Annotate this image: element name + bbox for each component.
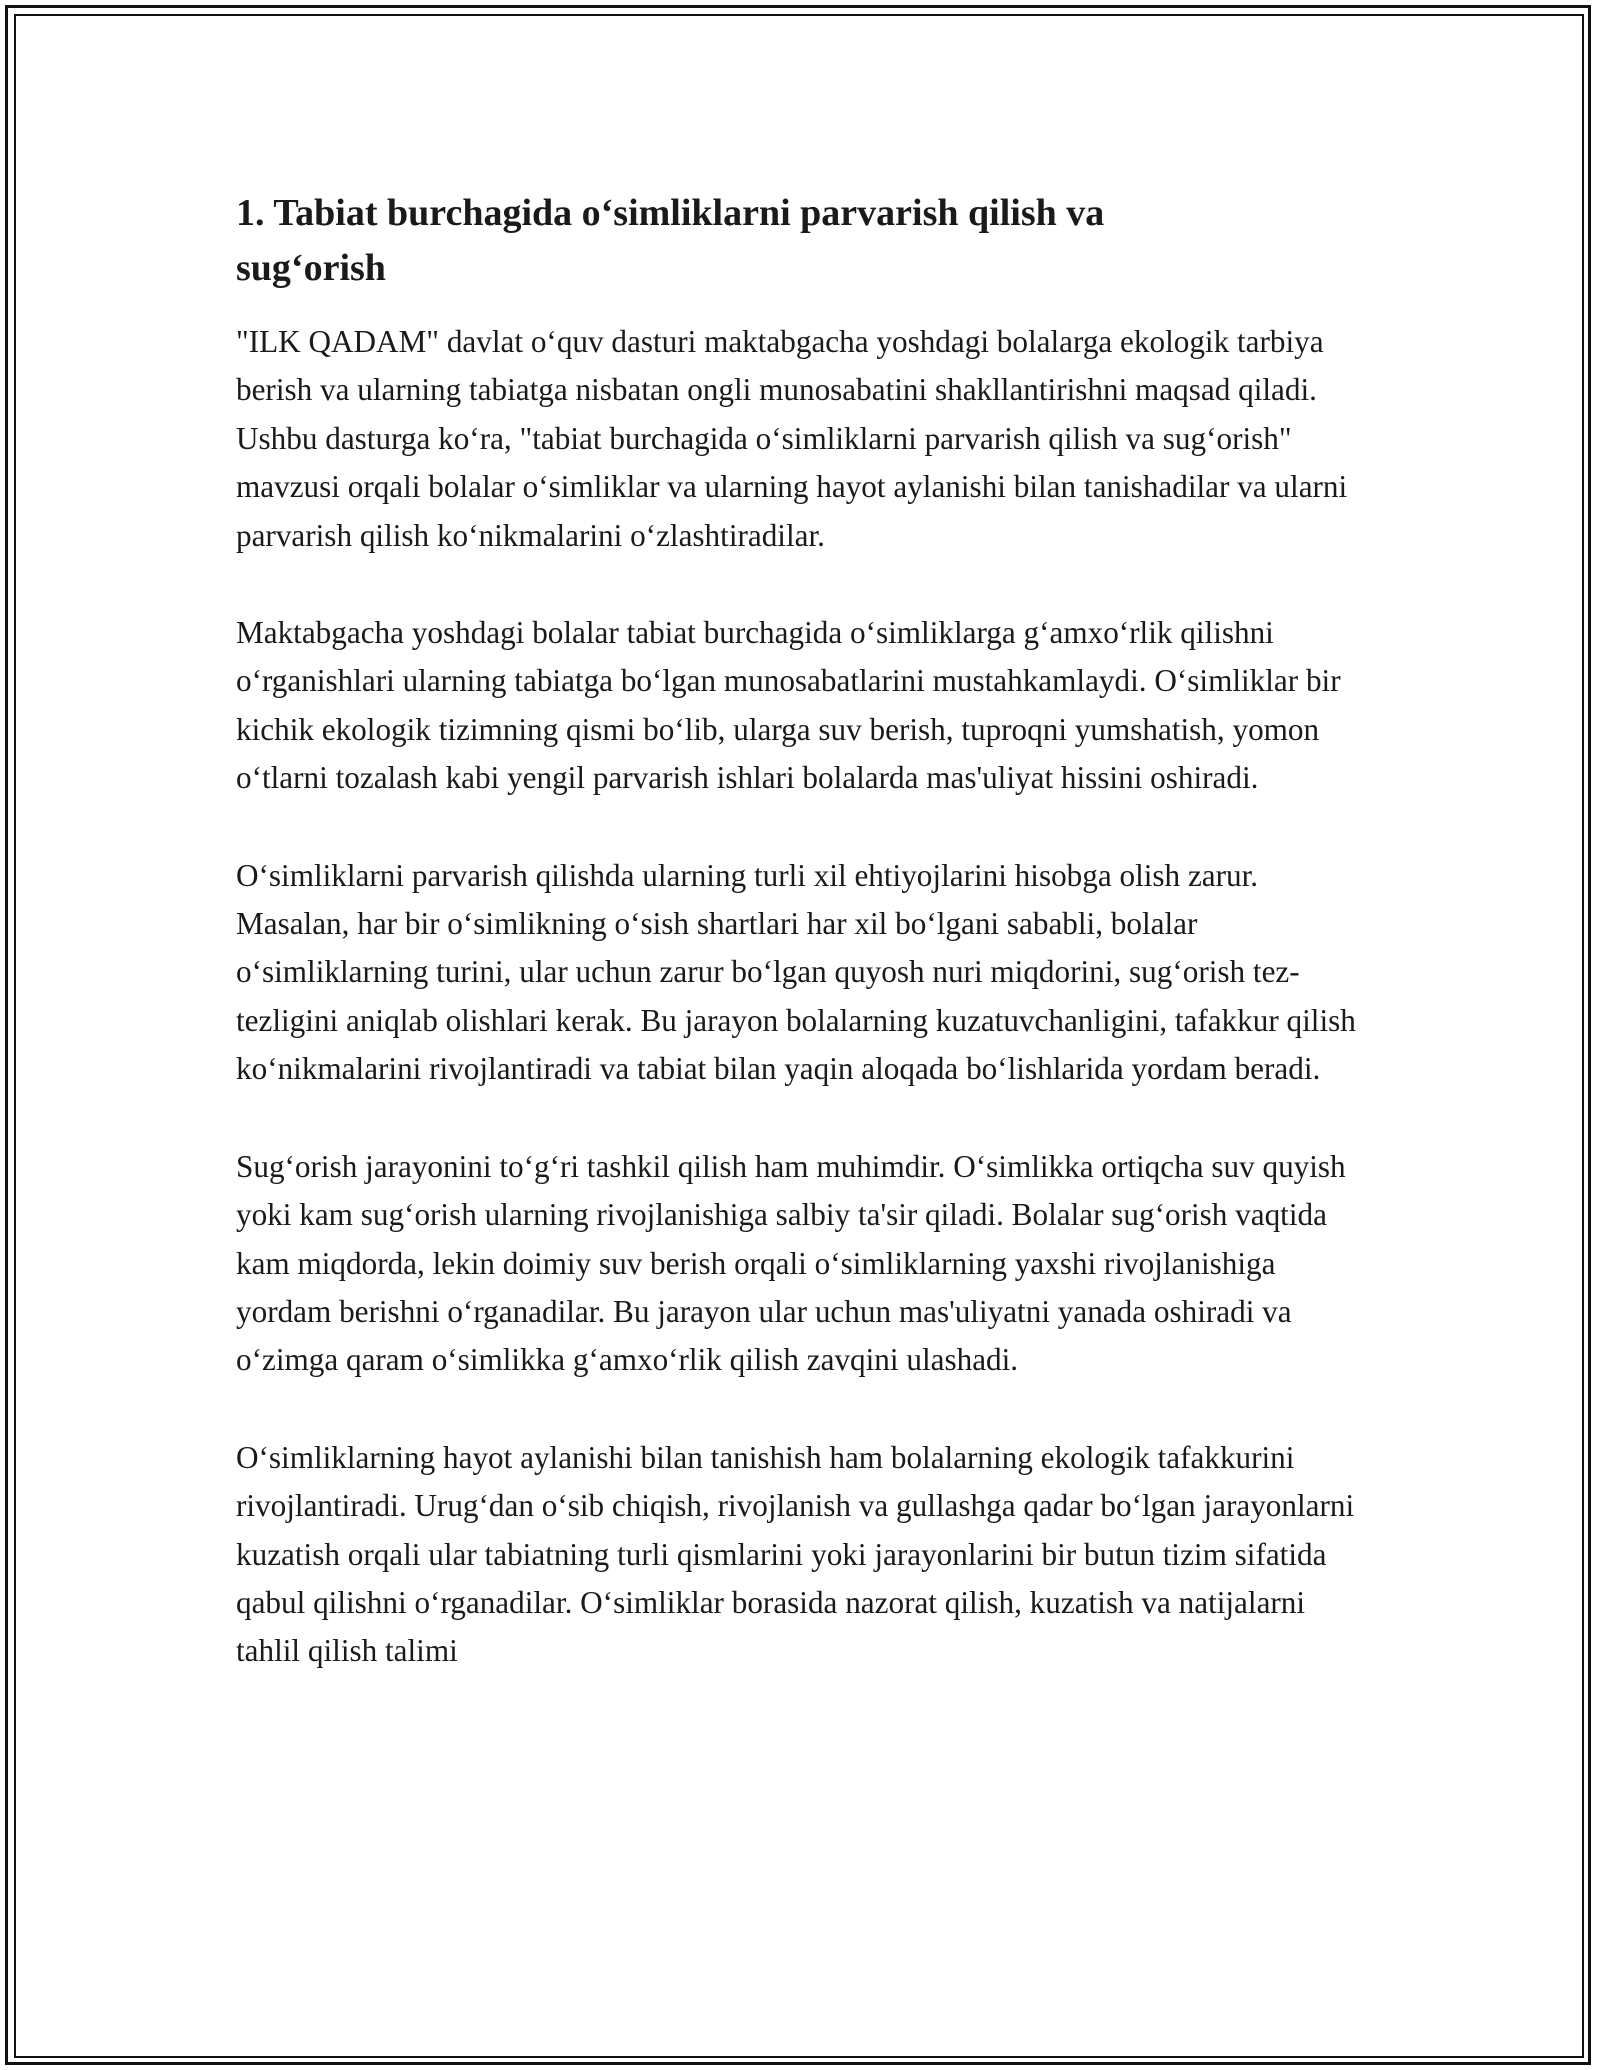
paragraph-1: "ILK QADAM" davlat o‘quv dasturi maktabgacha yoshdagi bolalarga ekologik tarbiya berish va ularning tabiatga nisbatan ongli munosabatini shakllantirishni maqsad qiladi. Ushbu dasturga ko‘ra, "tabiat burchagida o‘simliklarni parvarish qilish va sug‘orish" mavzusi orqali bolalar o‘simliklar va ularning hayot aylanishi bilan tanishadilar va ularni parvarish qilish ko‘nikmalarini o‘zlashtiradilar.	[236, 324, 1348, 553]
paragraph-5: O‘simliklarning hayot aylanishi bilan tanishish ham bolalarning ekologik tafakkurini rivojlantiradi. Urug‘dan o‘sib chiqish, rivojlanish va gullashga qadar bo‘lgan jarayonlarni kuzatish orqali ular tabiatning turli qismlarini yoki jarayonlarini bir butun tizim sifatida qabul qilishni o‘rganadilar. O‘simliklar borasida nazorat qilish, kuzatish va natijalarni tahlil qilish talimi	[236, 1439, 1355, 1669]
document-body	[236, 186, 1366, 1725]
paragraph-3: O‘simliklarni parvarish qilishda ularning turli xil ehtiyojlarini hisobga olish zarur. Masalan, har bir o‘simlikning o‘sish shartlari har xil bo‘lgani sababli, bolalar o‘simliklarning turini, ular uchun zarur bo‘lgan quyosh nuri miqdorini, sug‘orish tez-tezligini aniqlab olishlari kerak. Bu jarayon bolalarning kuzatuvchanligini, tafakkur qilish ko‘nikmalarini rivojlantiradi va tabiat bilan yaqin aloqada bo‘lishlarida yordam beradi.	[236, 857, 1356, 1087]
paragraph-4: Sug‘orish jarayonini to‘g‘ri tashkil qilish ham muhimdir. O‘simlikka ortiqcha suv quyish yoki kam sug‘orish ularning rivojlanishiga salbiy ta'sir qiladi. Bolalar sug‘orish vaqtida kam miqdorda, lekin doimiy suv berish orqali o‘simliklarning yaxshi rivojlanishiga yordam berishni o‘rganadilar. Bu jarayon ular uchun mas'uliyatni yanada oshiradi va o‘zimga qaram o‘simlikka g‘amxo‘rlik qilish zavqini ulashadi.	[236, 1148, 1346, 1378]
paragraph-2: Maktabgacha yoshdagi bolalar tabiat burchagida o‘simliklarga g‘amxo‘rlik qilishni o‘rganishlari ularning tabiatga bo‘lgan munosabatlarini mustahkamlaydi. O‘simliklar bir kichik ekologik tizimning qismi bo‘lib, ularga suv berish, tuproqni yumshatish, yomon o‘tlarni tozalash kabi yengil parvarish ishlari bolalarda mas'uliyat hissini oshiradi.	[236, 615, 1341, 796]
page-title: 1. Tabiat burchagida o‘simliklarni parvarish qilish va sug‘orish	[236, 192, 1105, 289]
